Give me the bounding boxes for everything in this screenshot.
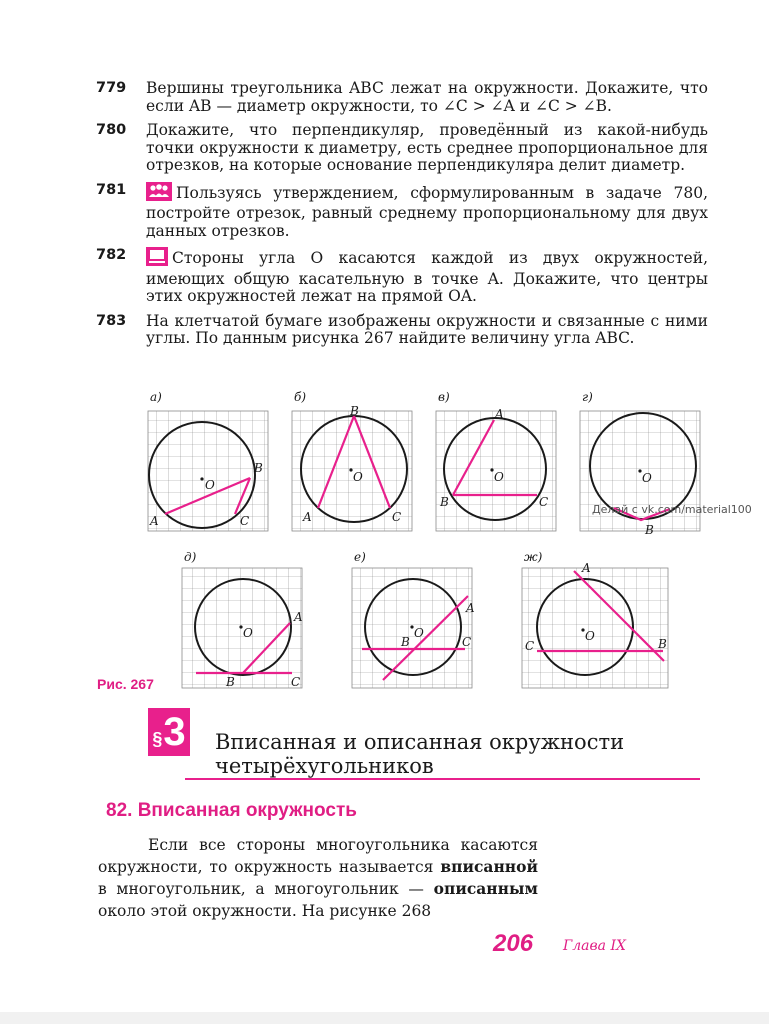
point-b-label: B	[440, 495, 449, 509]
problem-number: 779	[96, 80, 127, 96]
figure-label: в)	[438, 390, 450, 404]
point-c-label: C	[462, 635, 472, 649]
grid-panel	[522, 568, 668, 688]
point-c-label: C	[240, 514, 250, 528]
section-number: 3	[163, 710, 186, 754]
point-o-label: O	[642, 471, 652, 485]
problem-text: Докажите, что перпендикуляр, проведённый из какой-нибудь точки окружности к диаметру, есть среднее пропорциональное для отрезков, на которые основание перпендикуляра делит диаметр.	[146, 121, 708, 174]
problem-number: 781	[96, 181, 127, 198]
center-dot	[200, 477, 203, 480]
page-number: 206	[493, 930, 534, 957]
point-a-label: A	[294, 610, 303, 624]
figure-label: г)	[582, 390, 593, 404]
body-paragraph	[98, 834, 538, 922]
point-a-label: A	[582, 561, 591, 575]
figure-v	[436, 390, 556, 531]
problem-number: 782	[96, 247, 127, 263]
point-b-label: B	[226, 675, 235, 689]
point-o-label: O	[243, 626, 253, 640]
figure-d	[182, 550, 303, 689]
term-inscribed: вписанной	[440, 857, 538, 876]
page-edge	[0, 1012, 769, 1024]
body-text: Если все стороны многоугольника касаются окружности, то окружность называется	[98, 836, 538, 876]
point-b-label: B	[658, 637, 667, 651]
figure-label: д)	[184, 550, 197, 564]
problem-number: 780	[96, 122, 127, 138]
section-badge	[148, 708, 190, 756]
point-o-label: O	[585, 629, 595, 643]
problem-text: Пользуясь утверждением, сформулированным в задаче 780, постройте отрезок, равный среднему пропорциональному для двух данных отрезков.	[146, 183, 708, 240]
problem-text: На клетчатой бумаге изображены окружности и связанные с ними углы. По данным рисунка 267 найдите величину угла ABC.	[146, 311, 708, 347]
term-circumscribed: описанным	[433, 879, 538, 898]
figure-label: б)	[294, 390, 307, 404]
point-b-label: B	[350, 404, 359, 418]
figure-a	[148, 390, 268, 531]
point-c-label: C	[539, 495, 549, 509]
point-c-label: C	[525, 639, 535, 653]
figure-label: а)	[150, 390, 162, 404]
point-o-label: O	[205, 478, 215, 492]
body-text: около этой окружности. На рисунке 268	[98, 902, 432, 920]
section-title-line: Вписанная и описанная окружности	[215, 730, 625, 754]
figure-caption: Рис. 267	[97, 676, 154, 692]
point-a-label: A	[303, 510, 312, 524]
body-text: в многоугольник, а многоугольник —	[98, 880, 434, 898]
point-o-label: O	[494, 470, 504, 484]
figure-b	[292, 390, 412, 531]
point-c-label: C	[392, 510, 402, 524]
section-divider	[185, 778, 700, 780]
figure-label: ж)	[524, 550, 543, 564]
subsection-title: 82. Вписанная окружность	[106, 800, 357, 821]
point-c-label: C	[291, 675, 301, 689]
problem-text: Вершины треугольника ABC лежат на окружности. Докажите, что если AB — диаметр окружности, то ∠C > ∠A и ∠C > ∠B.	[146, 79, 708, 115]
figure-label: е)	[354, 550, 366, 564]
section-symbol: §	[152, 728, 163, 749]
point-o-label: O	[353, 470, 363, 484]
figure-e	[352, 550, 475, 688]
point-a-label: A	[466, 601, 475, 615]
problem-number: 783	[96, 312, 127, 329]
point-b-label: B	[254, 461, 263, 475]
point-b-label: B	[401, 635, 410, 649]
section-title-line: четырёхугольников	[215, 754, 434, 778]
section-title	[215, 730, 624, 778]
watermark: Делай с vk.com/material100	[592, 503, 752, 516]
figure-zh	[522, 550, 668, 688]
point-o-label: O	[414, 626, 424, 640]
problem-text: Стороны угла O касаются каждой из двух окружностей, имеющих общую касательную в точке A. Докажите, что центры этих окружностей лежат на прямой OA.	[146, 249, 708, 305]
chapter-label: Глава IX	[563, 938, 626, 954]
point-a-label: A	[495, 407, 504, 421]
point-a-label: A	[150, 514, 159, 528]
point-b-label: B	[645, 523, 654, 537]
